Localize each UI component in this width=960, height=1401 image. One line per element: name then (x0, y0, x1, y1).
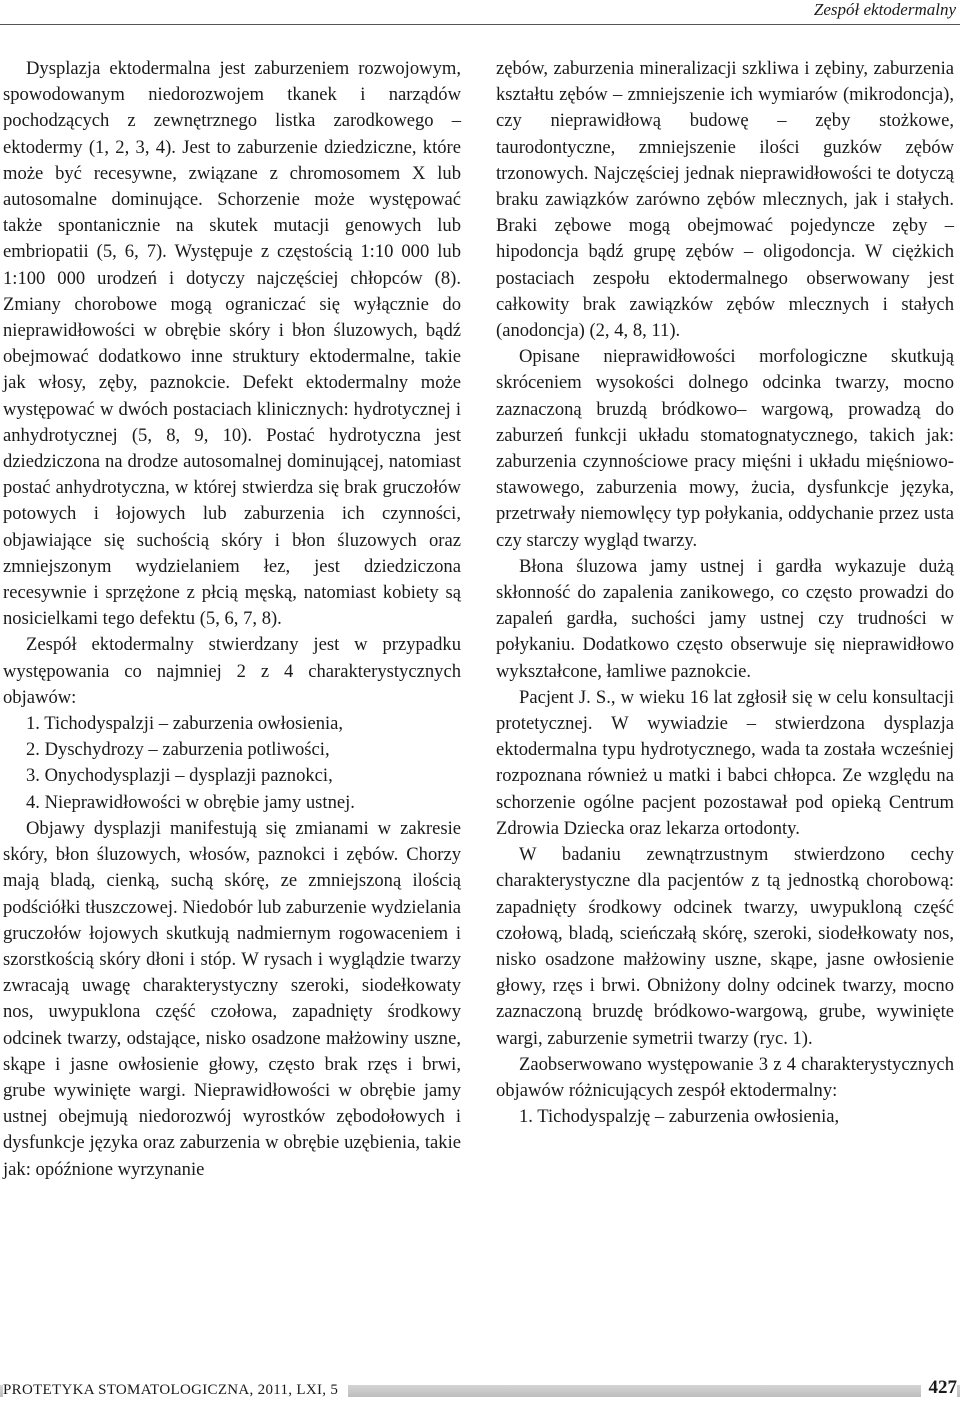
paragraph: Błona śluzowa jamy ustnej i gardła wykazuje dużą skłonność do zapalenia zanikowego, co często prowadzi do zapaleń gardła, suchości jamy ustnej czy trudności w połykaniu. Dodatkowo często obserwuje się nieprawidłowo wykształcone, łamliwe paznokcie. (496, 555, 954, 682)
list-item: 1. Tichodyspalzji – zaburzenia owłosienia, (26, 713, 344, 735)
paragraph: Dysplazja ektodermalna jest zaburzeniem rozwojowym, spowodowanym niedorozwojem tkanek i narządów pochodzących z zewnętrznego listka zarodkowego – ektodermy (1, 2, 3, 4). Jest to zaburzenie dziedziczne, które może być recesywne, związane z chromosomem X lub autosomalne dominujące. Schorzenie może występować także spontanicznie na skutek mutacji genowych lub embriopatii (5, 6, 7). Występuje z częstością 1:10 000 lub 1:100 000 urodzeń i dotyczy najczęściej chłopców (8). Zmiany chorobowe mogą ograniczać się wyłącznie do nieprawidłowości w obrębie skóry i błon śluzowych, bądź obejmować dodatkowo inne struktury ektodermalne, takie jak włosy, zęby, paznokcie. Defekt ektodermalny może występować w dwóch postaciach klinicznych: hydrotycznej i anhydrotycznej (5, 8, 9, 10). Postać hydrotyczna jest dziedziczona na drodze autosomalnej dominującej, natomiast postać anhydrotyczna, w której stwierdza się brak gruczołów potowych i łojowych lub zaburzenia ich czynności, objawiające się suchością skóry i błon śluzowych oraz zmniejszonym wydzielaniem łez, jest dziedziczona recesywnie i sprzężone z płcią męską, natomiast kobiety są nosicielkami tego defektu (5, 6, 7, 8). (3, 58, 461, 630)
list-item: 3. Onychodysplazji – dysplazji paznokci, (26, 765, 333, 787)
journal-citation: PROTETYKA STOMATOLOGICZNA, 2011, LXI, 5 (3, 1381, 348, 1399)
paragraph: Zespół ektodermalny stwierdzany jest w przypadku występowania co najmniej 2 z 4 charakterystycznych objawów: (3, 634, 461, 708)
header-rule (0, 24, 960, 25)
running-title: Zespół ektodermalny (813, 0, 956, 19)
paragraph: Objawy dysplazji manifestują się zmianami w zakresie skóry, błon śluzowych, włosów, paznokci i zębów. Chorzy mają bladą, cienką, suchą skórę, ze zmniejszoną ilością podściółki tłuszczowej. Niedobór lub zaburzenie wydzielania gruczołów łojowych skutkują nadmiernym rogowaceniem i szorstkością skóry dłoni i stóp. W rysach i wyglądzie twarzy zwracają uwagę charakterystyczny szeroki, siodełkowaty nos, uwypuklona część czołowa, zapadnięty środkowy odcinek twarzy, odstające, nisko osadzone małżowiny uszne, skąpe i jasne owłosienie głowy, często brak rzęs i brwi, grube wywinięte wargi. Nieprawidłowości w obrębie jamy ustnej obejmują niedorozwój wyrostków zębodołowych i dysfunkcje języka oraz zaburzenia w obrębie uzębienia, takie jak: opóźnione wyrzynanie (3, 817, 461, 1180)
paragraph: Pacjent J. S., w wieku 16 lat zgłosił się w celu konsultacji protetycznej. W wywiadzie – stwierdzona dysplazja ektodermalna typu hydrotycznego, wada ta została wcześniej rozpoznana również u matki i babci chłopca. Ze względu na schorzenie ogólne pacjent pozostawał pod opieką Centrum Zdrowia Dziecka oraz lekarza ortodonty. (496, 686, 954, 839)
list-item: 1. Tichodyspalzję – zaburzenia owłosienia, (519, 1106, 840, 1128)
left-column (3, 56, 461, 1183)
paragraph: W badaniu zewnątrzustnym stwierdzono cechy charakterystyczne dla pacjentów z tą jednostką chorobową: zapadnięty środkowy odcinek twarzy, uwypukloną część czołową, bladą, scieńczałą skórę, szeroki, siodełkowaty nos, nisko osadzone małżowiny uszne, skąpe, jasne owłosienie głowy, rzęs i brwi. Obniżony dolny odcinek twarzy, mocno zaznaczoną bruzdę bródkowo-wargową, grube, wywinięte wargi, zaburzenie symetrii twarzy (ryc. 1). (496, 844, 954, 1049)
list-item: 4. Nieprawidłowości w obrębie jamy ustnej. (26, 791, 355, 813)
page-number: 427 (921, 1377, 958, 1399)
paragraph-continuation: zębów, zaburzenia mineralizacji szkliwa i zębiny, zaburzenia kształtu zębów – zmniejszenie ich wymiarów (mikrodoncja), czy nieprawidłową budowę – zęby stożkowe, taurodontyczne, zmniejszenie ilości guzków zębów trzonowych. Najczęściej jednak nieprawidłowości te dotyczą braku zawiązków zarówno zębów mlecznych, jak i stałych. Braki zębowe mogą obejmować pojedyncze zęby – hipodoncja bądź grupę zębów – oligodoncja. W ciężkich postaciach zespołu ektodermalnego obserwowany jest całkowity brak zawiązków zębów mlecznych i stałych (anodoncja) (2, 4, 8, 11). (496, 58, 954, 342)
list-item: 2. Dyschydrozy – zaburzenia potliwości, (26, 739, 330, 761)
right-column (496, 56, 954, 1130)
paragraph: Zaobserwowano występowanie 3 z 4 charakterystycznych objawów różnicujących zespół ektodermalny: (496, 1053, 954, 1101)
paragraph: Opisane nieprawidłowości morfologiczne skutkują skróceniem wysokości dolnego odcinka twarzy, mocno zaznaczoną bruzdą bródkowo– wargową, prowadzą do zaburzeń funkcji układu stomatognatycznego, takich jak: zaburzenia czynnościowe pracy mięśni i układu mięśniowo-stawowego, zaburzenia mowy, żucia, dysfunkcje języka, przetrwały niemowlęcy typ połykania, oddychanie przez usta czy starczy wygląd twarzy. (496, 346, 954, 551)
